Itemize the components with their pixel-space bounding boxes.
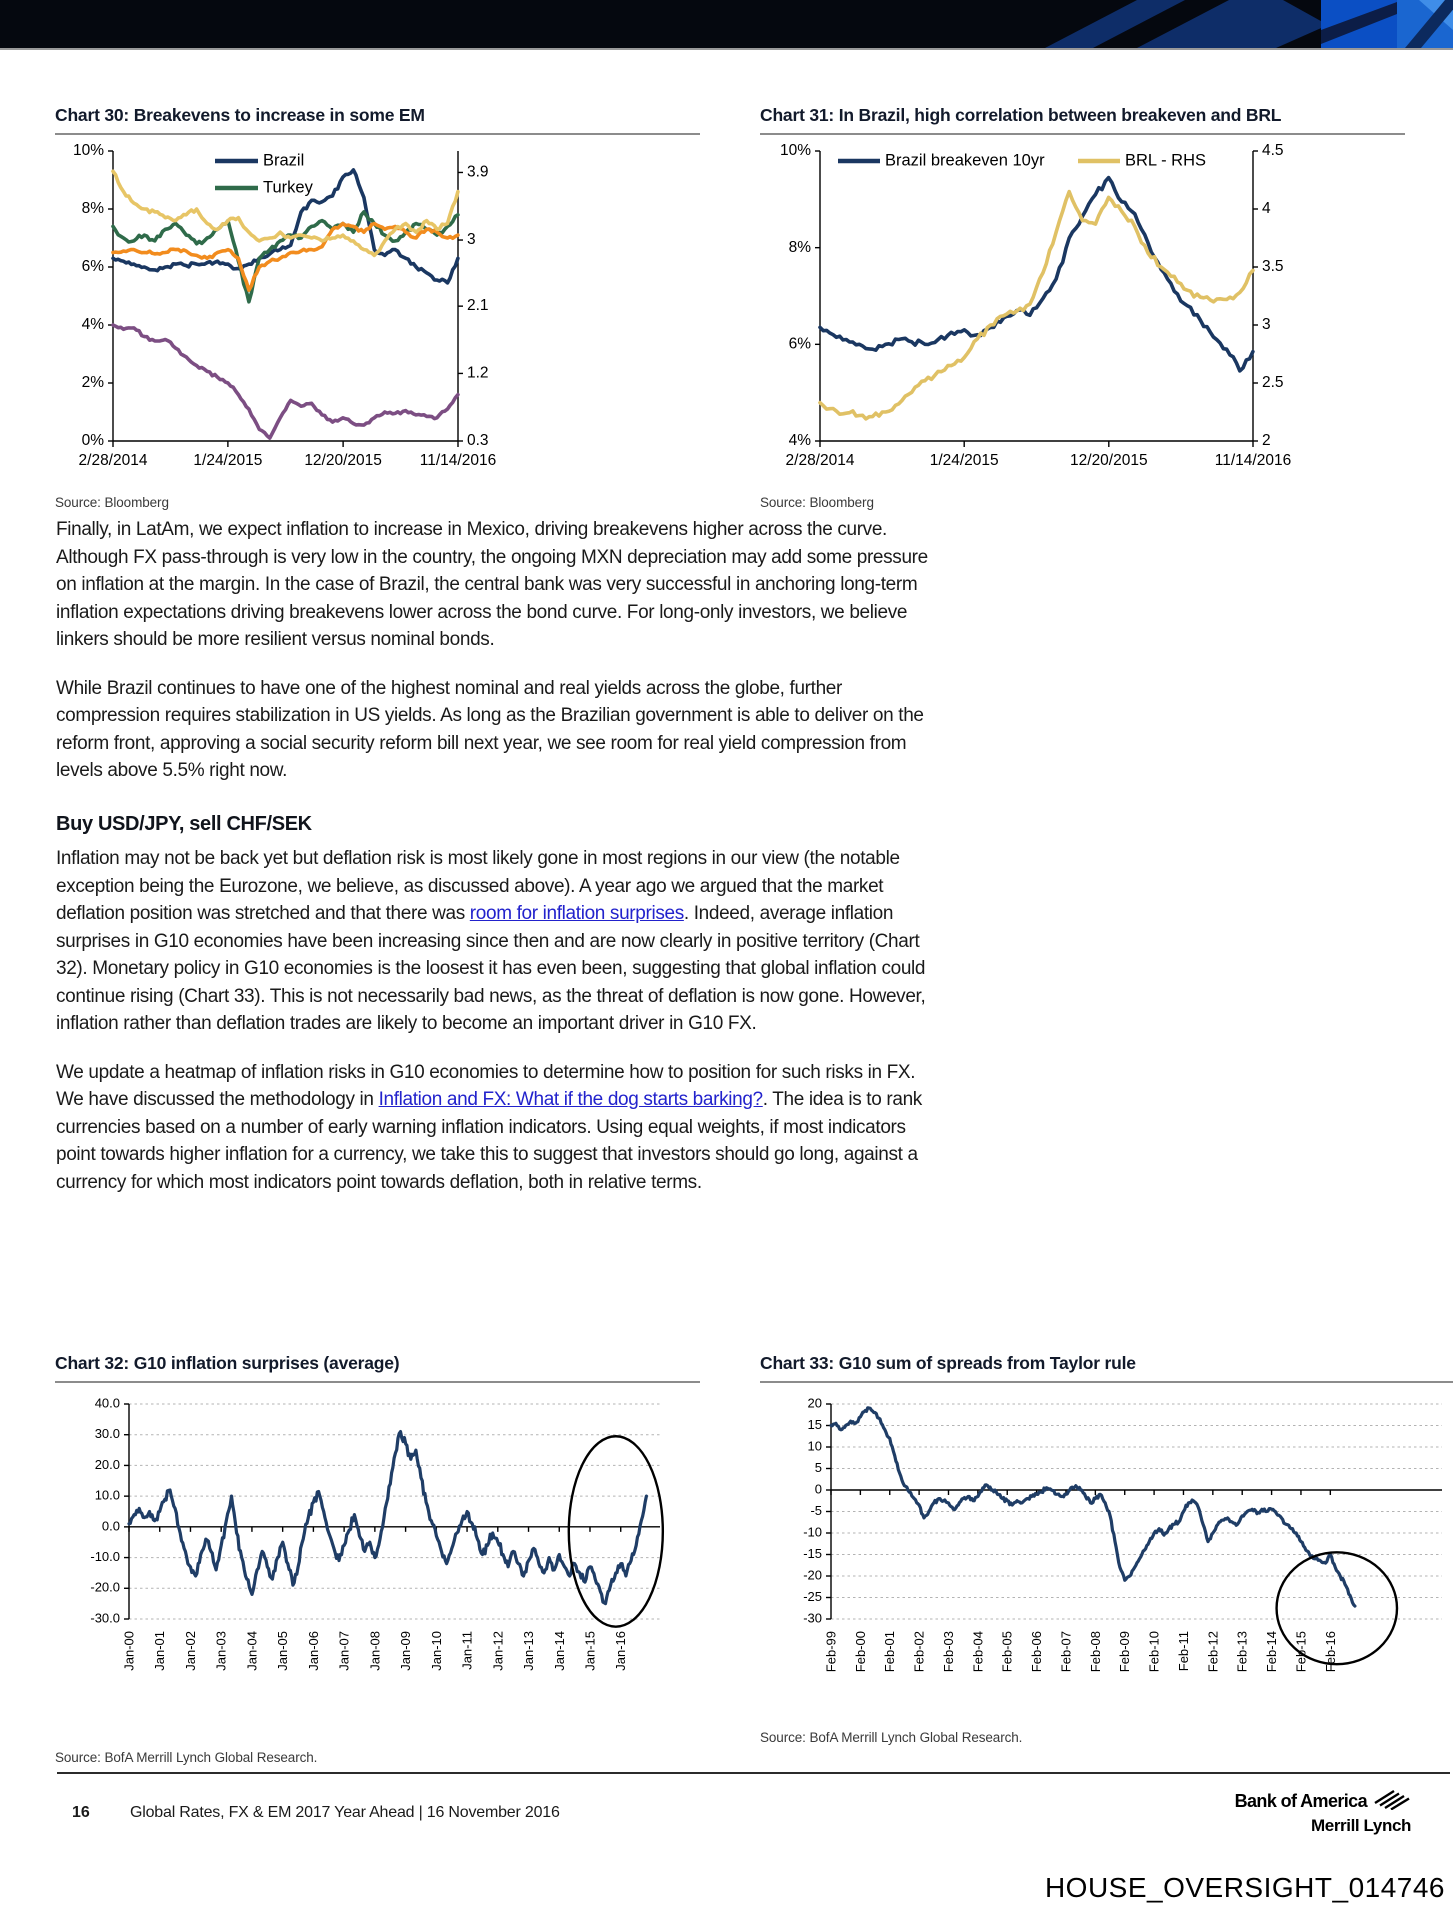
svg-text:Jan-04: Jan-04	[244, 1631, 260, 1671]
footer-divider	[57, 1772, 1450, 1774]
svg-text:4%: 4%	[81, 316, 104, 334]
banner-flag-art	[1033, 0, 1453, 48]
chart33-block	[760, 1352, 1453, 1745]
svg-text:Brazil: Brazil	[263, 151, 305, 170]
svg-text:Jan-07: Jan-07	[336, 1631, 352, 1671]
svg-text:Feb-05: Feb-05	[999, 1631, 1015, 1673]
inline-link[interactable]: Inflation and FX: What if the dog starts barking?	[378, 1089, 763, 1110]
logo-line2: Merrill Lynch	[1311, 1816, 1411, 1835]
svg-text:-30.0: -30.0	[90, 1610, 120, 1626]
svg-text:2/28/2014: 2/28/2014	[78, 452, 148, 469]
paragraph: We update a heatmap of inflation risks in G10 economies to determine how to position for such risks in FX. We have discussed the methodology in Inflation and FX: What if the dog starts barking?. The idea is to rank currencies based on a number of early warning inflation indicators. Using equal weights, if most indicators point towards higher inflation for a currency, we take this to suggest that investors should go long, against a currency for which most indicators point towards deflation, both in relative terms.	[56, 1061, 922, 1193]
svg-text:-15: -15	[803, 1545, 822, 1561]
svg-text:Jan-13: Jan-13	[521, 1631, 537, 1671]
svg-text:Feb-03: Feb-03	[940, 1631, 956, 1673]
top-banner	[0, 0, 1453, 50]
svg-text:Brazil breakeven 10yr: Brazil breakeven 10yr	[885, 151, 1045, 170]
chart33-source: Source: BofA Merrill Lynch Global Research.	[760, 1730, 1023, 1745]
svg-text:Turkey: Turkey	[263, 178, 313, 197]
svg-text:5: 5	[814, 1459, 822, 1475]
svg-text:Jan-03: Jan-03	[213, 1631, 229, 1671]
svg-text:Feb-09: Feb-09	[1117, 1631, 1133, 1673]
svg-text:6%: 6%	[788, 335, 811, 353]
svg-text:10: 10	[807, 1438, 822, 1454]
svg-text:-30: -30	[803, 1610, 822, 1626]
svg-text:2.5: 2.5	[1262, 374, 1284, 392]
section-heading: Buy USD/JPY, sell CHF/SEK	[56, 812, 312, 835]
svg-text:Jan-05: Jan-05	[275, 1631, 291, 1671]
svg-text:Jan-09: Jan-09	[398, 1631, 414, 1671]
svg-text:20: 20	[807, 1395, 822, 1411]
svg-text:Jan-15: Jan-15	[582, 1631, 598, 1671]
svg-text:11/14/2016: 11/14/2016	[1214, 452, 1292, 469]
inline-link[interactable]: room for inflation surprises	[469, 903, 684, 924]
svg-text:Feb-13: Feb-13	[1234, 1631, 1250, 1673]
svg-text:3.9: 3.9	[467, 163, 489, 181]
svg-text:1.2: 1.2	[467, 364, 489, 382]
svg-text:2.1: 2.1	[467, 297, 489, 315]
logo-line1: Bank of America	[1234, 1791, 1367, 1811]
chart33-figure	[760, 1387, 1453, 1722]
svg-text:Feb-15: Feb-15	[1293, 1631, 1309, 1673]
svg-text:11/14/2016: 11/14/2016	[419, 452, 497, 469]
chart33-title: Chart 33: G10 sum of spreads from Taylor rule	[760, 1352, 1453, 1383]
svg-text:Feb-16: Feb-16	[1322, 1631, 1338, 1673]
svg-text:Jan-08: Jan-08	[367, 1631, 383, 1671]
svg-text:6%: 6%	[81, 258, 104, 276]
chart31-block	[760, 104, 1405, 510]
svg-text:Feb-00: Feb-00	[852, 1631, 868, 1673]
svg-text:Jan-16: Jan-16	[613, 1631, 629, 1671]
svg-text:1/24/2015: 1/24/2015	[193, 452, 263, 469]
chart32-source: Source: BofA Merrill Lynch Global Research.	[55, 1750, 318, 1765]
svg-text:2%: 2%	[81, 374, 104, 392]
footer-report-title: Global Rates, FX & EM 2017 Year Ahead | 16 November 2016	[130, 1804, 560, 1821]
chart31-source: Source: Bloomberg	[760, 495, 874, 510]
svg-text:1/24/2015: 1/24/2015	[929, 452, 999, 469]
svg-text:-25: -25	[803, 1588, 822, 1604]
body-text	[56, 516, 936, 1217]
svg-text:8%: 8%	[788, 238, 811, 256]
svg-text:8%: 8%	[81, 200, 104, 218]
chart31-figure	[760, 139, 1405, 489]
svg-text:0: 0	[814, 1481, 822, 1497]
svg-text:Feb-02: Feb-02	[911, 1631, 927, 1673]
svg-text:Jan-11: Jan-11	[459, 1631, 475, 1670]
svg-text:Feb-14: Feb-14	[1264, 1631, 1280, 1673]
chart30-title: Chart 30: Breakevens to increase in some EM	[55, 104, 700, 135]
chart30-figure	[55, 139, 700, 489]
svg-text:12/20/2015: 12/20/2015	[1070, 452, 1148, 469]
svg-text:Jan-12: Jan-12	[490, 1631, 506, 1671]
svg-text:-20: -20	[803, 1567, 822, 1583]
svg-text:Feb-07: Feb-07	[1058, 1631, 1074, 1673]
svg-text:12/20/2015: 12/20/2015	[304, 452, 382, 469]
chart31-title: Chart 31: In Brazil, high correlation between breakeven and BRL	[760, 104, 1405, 135]
bofa-merrill-logo	[1235, 1788, 1411, 1836]
svg-text:4%: 4%	[788, 432, 811, 450]
chart32-figure	[55, 1387, 700, 1722]
svg-text:10.0: 10.0	[94, 1487, 120, 1503]
paragraph: While Brazil continues to have one of the highest nominal and real yields across the globe, further compression requires stabilization in US yields. As long as the Brazilian government is able to deliver on the reform front, approving a social security reform bill next year, we see room for real yield compression from levels above 5.5% right now.	[56, 677, 924, 781]
svg-text:Feb-06: Feb-06	[1029, 1631, 1045, 1673]
svg-text:3: 3	[1262, 316, 1271, 334]
svg-text:Feb-10: Feb-10	[1146, 1631, 1162, 1673]
svg-text:Jan-06: Jan-06	[305, 1631, 321, 1671]
svg-text:Jan-14: Jan-14	[551, 1631, 567, 1671]
chart30-source: Source: Bloomberg	[55, 495, 169, 510]
svg-text:3: 3	[467, 231, 476, 249]
svg-text:20.0: 20.0	[94, 1456, 120, 1472]
page-number: 16	[72, 1804, 90, 1821]
svg-text:2: 2	[1262, 432, 1271, 450]
svg-text:Jan-00: Jan-00	[121, 1631, 137, 1671]
svg-text:4: 4	[1262, 200, 1271, 218]
oversight-watermark: HOUSE_OVERSIGHT_014746	[1044, 1872, 1445, 1903]
svg-text:10%: 10%	[72, 142, 104, 160]
svg-text:Feb-12: Feb-12	[1205, 1631, 1221, 1673]
svg-text:-10.0: -10.0	[90, 1549, 120, 1565]
svg-text:-5: -5	[810, 1502, 822, 1518]
svg-text:10%: 10%	[779, 142, 811, 160]
chart30-block	[55, 104, 700, 510]
svg-text:Feb-04: Feb-04	[970, 1631, 986, 1673]
svg-text:30.0: 30.0	[94, 1426, 120, 1442]
bofa-flag-icon	[1373, 1788, 1411, 1815]
chart32-title: Chart 32: G10 inflation surprises (average)	[55, 1352, 700, 1383]
svg-text:2/28/2014: 2/28/2014	[785, 452, 855, 469]
svg-text:Feb-01: Feb-01	[882, 1631, 898, 1673]
chart32-block	[55, 1352, 700, 1765]
paragraph: Inflation may not be back yet but deflation risk is most likely gone in most regions in our view (the notable exception being the Eurozone, we believe, as discussed above). A year ago we argued that the market deflation position was stretched and that there was room for inflation surprises. Indeed, average inflation surprises in G10 economies have been increasing since then and are now clearly in positive territory (Chart 32). Monetary policy in G10 economies is the loosest it has even been, suggesting that global inflation could continue rising (Chart 33). This is not necessarily bad news, as the threat of deflation is now gone. However, inflation rather than deflation trades are likely to become an important driver in G10 FX.	[56, 848, 926, 1034]
svg-text:Jan-02: Jan-02	[182, 1631, 198, 1671]
svg-text:0%: 0%	[81, 432, 104, 450]
svg-text:-10: -10	[803, 1524, 822, 1540]
svg-text:Feb-99: Feb-99	[823, 1631, 839, 1673]
svg-text:Jan-10: Jan-10	[428, 1631, 444, 1671]
svg-text:0.3: 0.3	[467, 432, 489, 450]
svg-text:-20.0: -20.0	[90, 1579, 120, 1595]
svg-text:0.0: 0.0	[101, 1518, 120, 1534]
svg-text:Feb-08: Feb-08	[1087, 1631, 1103, 1673]
svg-text:Feb-11: Feb-11	[1175, 1631, 1191, 1672]
svg-text:BRL - RHS: BRL - RHS	[1125, 151, 1206, 170]
svg-text:3.5: 3.5	[1262, 258, 1284, 276]
svg-text:4.5: 4.5	[1262, 142, 1284, 160]
svg-text:40.0: 40.0	[94, 1395, 120, 1411]
svg-text:Jan-01: Jan-01	[152, 1631, 168, 1671]
paragraph: Finally, in LatAm, we expect inflation to increase in Mexico, driving breakevens higher across the curve. Although FX pass-through is very low in the country, the ongoing MXN depreciation may add some pressure on inflation at the margin. In the case of Brazil, the central bank was very successful in anchoring long-term inflation expectations driving breakevens lower across the bond curve. For long-only investors, we believe linkers should be more resilient versus nominal bonds.	[56, 519, 928, 650]
svg-text:15: 15	[807, 1416, 822, 1432]
